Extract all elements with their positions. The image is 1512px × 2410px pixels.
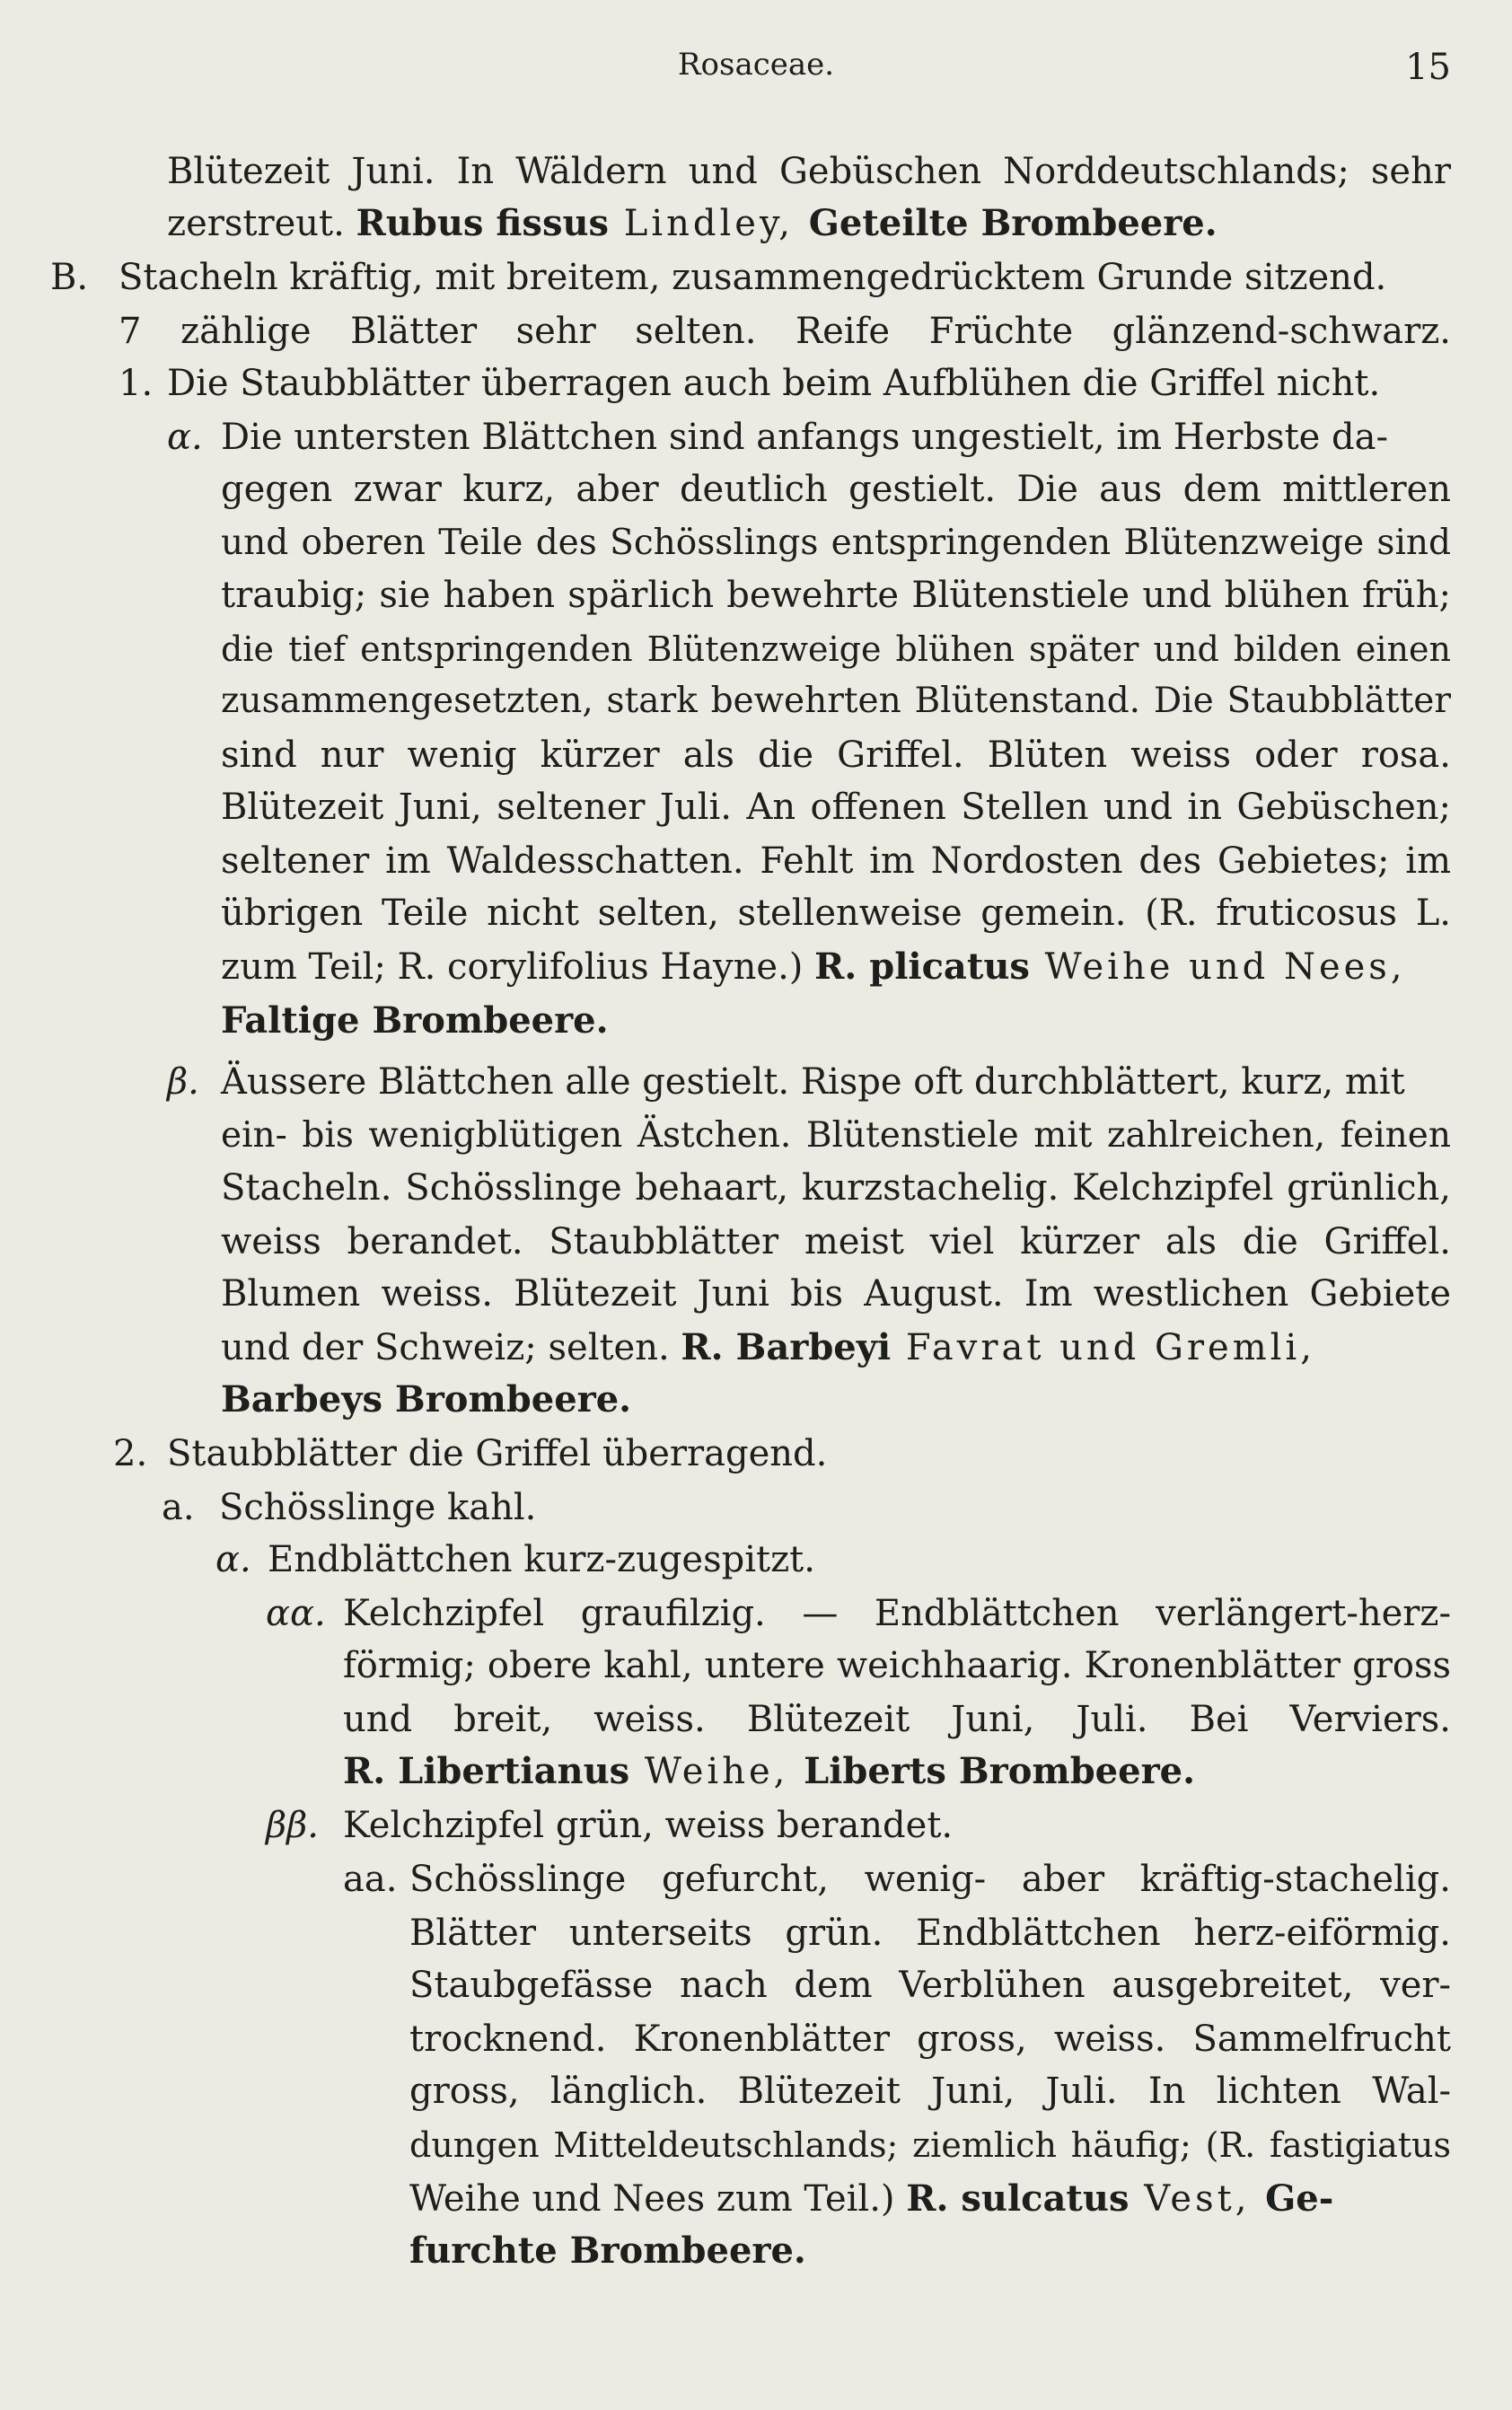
- text-line: a. Schösslinge kahl.: [162, 1482, 1451, 1534]
- text-line: ein- bis wenigblütigen Ästchen. Blütenstiele mit zahlreichen, feinen: [221, 1115, 1451, 1156]
- text-line: Blütezeit Juni, seltener Juli. An offenen Stellen und in Gebüschen;: [221, 787, 1451, 828]
- text-line: β. Äussere Blättchen alle gestielt. Rispe oft durchblättert, kurz, mit: [167, 1056, 1451, 1108]
- key-marker: aa.: [343, 1859, 398, 1900]
- text-line: trocknend. Kronenblätter gross, weiss. Sammelfrucht: [409, 2019, 1451, 2060]
- running-header: Rosaceae.: [677, 47, 835, 83]
- text-line: die tief entspringenden Blütenzweige blühen später und bilden einen: [221, 629, 1451, 669]
- key-marker: α.: [167, 417, 203, 458]
- text-line: zerstreut. Rubus fissus Lindley, Geteilte Brombeere.: [167, 202, 1218, 244]
- text-line: 2. Staubblätter die Griffel überragend.: [113, 1428, 1451, 1480]
- text-line: [409, 2225, 1451, 2277]
- common-name: Barbeys Brombeere.: [221, 1378, 632, 1420]
- species-name: R. Barbeyi: [681, 1326, 892, 1368]
- species-name: Rubus fissus: [356, 202, 610, 244]
- text-line: αα. Kelchzipfel graufilzig. — Endblättchen verlängert-herz-: [266, 1588, 1451, 1640]
- author-name: Favrat und Gremli,: [891, 1327, 1315, 1368]
- author-name: Vest,: [1129, 2178, 1266, 2220]
- text-line: und der Schweiz; selten. R. Barbeyi Favrat und Gremli,: [221, 1326, 1315, 1368]
- text-line: α. Die untersten Blättchen sind anfangs ungestielt, im Herbste da-: [167, 411, 1451, 463]
- common-name: furchte Brombeere.: [409, 2230, 806, 2272]
- key-marker: αα.: [266, 1593, 326, 1634]
- text-line: sind nur wenig kürzer als die Griffel. Blüten weiss oder rosa.: [221, 734, 1451, 776]
- common-name: Ge-: [1265, 2177, 1334, 2220]
- text-line: α. Endblättchen kurz-zugespitzt.: [215, 1534, 1451, 1586]
- key-marker: B.: [50, 257, 89, 298]
- species-name: R. plicatus: [814, 946, 1030, 988]
- text-line: Blütezeit Juni. In Wäldern und Gebüschen Norddeutschlands; sehr: [167, 151, 1451, 192]
- text-line: [343, 1746, 1451, 1798]
- text-line: förmig; obere kahl, untere weichhaarig. Kronenblätter gross: [343, 1645, 1451, 1686]
- text-line: und oberen Teile des Schösslings entspringenden Blütenzweige sind: [221, 523, 1451, 563]
- text-line: Staubgefässe nach dem Verblühen ausgebreitet, ver-: [409, 1965, 1451, 2006]
- text-line: und breit, weiss. Blütezeit Juni, Juli. Bei Verviers.: [343, 1699, 1451, 1740]
- text-line: [221, 1374, 1451, 1426]
- text-line: gross, länglich. Blütezeit Juni, Juli. In lichten Wal-: [409, 2071, 1451, 2112]
- page-number: 15: [1405, 47, 1451, 88]
- common-name: Geteilte Brombeere.: [808, 202, 1218, 244]
- key-marker: a.: [162, 1487, 195, 1528]
- key-marker: β.: [167, 1061, 199, 1103]
- text-line: Blätter unterseits grün. Endblättchen herz-eiförmig.: [409, 1913, 1451, 1954]
- text-line: Blumen weiss. Blütezeit Juni bis August. Im westlichen Gebiete: [221, 1273, 1451, 1315]
- text-line: traubig; sie haben spärlich bewehrte Blütenstiele und blühen früh;: [221, 575, 1451, 616]
- text-line: Weihe und Nees zum Teil.) R. sulcatus Vest, Ge-: [409, 2177, 1334, 2220]
- text-line: aa. Schösslinge gefurcht, wenig- aber kräftig-stachelig.: [343, 1853, 1451, 1905]
- key-marker: 1.: [119, 363, 154, 404]
- text-line: Stacheln. Schösslinge behaart, kurzstachelig. Kelchzipfel grünlich,: [221, 1167, 1451, 1209]
- text-line: gegen zwar kurz, aber deutlich gestielt. Die aus dem mittleren: [221, 469, 1451, 510]
- text-line: übrigen Teile nicht selten, stellenweise gemein. (R. fruticosus L.: [221, 893, 1451, 934]
- species-name: R. Libertianus: [343, 1750, 630, 1792]
- text-line: dungen Mitteldeutschlands; ziemlich häufig; (R. fastigiatus: [409, 2125, 1451, 2165]
- key-marker: α.: [215, 1539, 251, 1580]
- text-line: 1. Die Staubblätter überragen auch beim Aufblühen die Griffel nicht.: [119, 357, 1451, 409]
- text-line: zusammengesetzten, stark bewehrten Blütenstand. Die Staubblätter: [221, 681, 1451, 721]
- author-name: Weihe und Nees,: [1029, 946, 1406, 988]
- key-marker: ββ.: [266, 1805, 319, 1846]
- text-line: weiss berandet. Staubblätter meist viel kürzer als die Griffel.: [221, 1221, 1451, 1262]
- author-name: Weihe,: [629, 1751, 804, 1792]
- text-line: 7 zählige Blätter sehr selten. Reife Früchte glänzend-schwarz.: [119, 311, 1451, 352]
- common-name: Liberts Brombeere.: [804, 1750, 1196, 1792]
- author-name: Lindley,: [609, 203, 809, 244]
- key-marker: 2.: [113, 1433, 148, 1474]
- text-line: B. Stacheln kräftig, mit breitem, zusammengedrücktem Grunde sitzend.: [50, 251, 1451, 303]
- common-name: Faltige Brombeere.: [221, 999, 609, 1042]
- text-line: zum Teil; R. corylifolius Hayne.) R. plicatus Weihe und Nees,: [221, 946, 1406, 988]
- text-line: seltener im Waldesschatten. Fehlt im Nordosten des Gebietes; im: [221, 840, 1451, 882]
- text-line: [221, 995, 1451, 1047]
- species-name: R. sulcatus: [906, 2177, 1130, 2220]
- text-line: ββ. Kelchzipfel grün, weiss berandet.: [266, 1799, 1451, 1851]
